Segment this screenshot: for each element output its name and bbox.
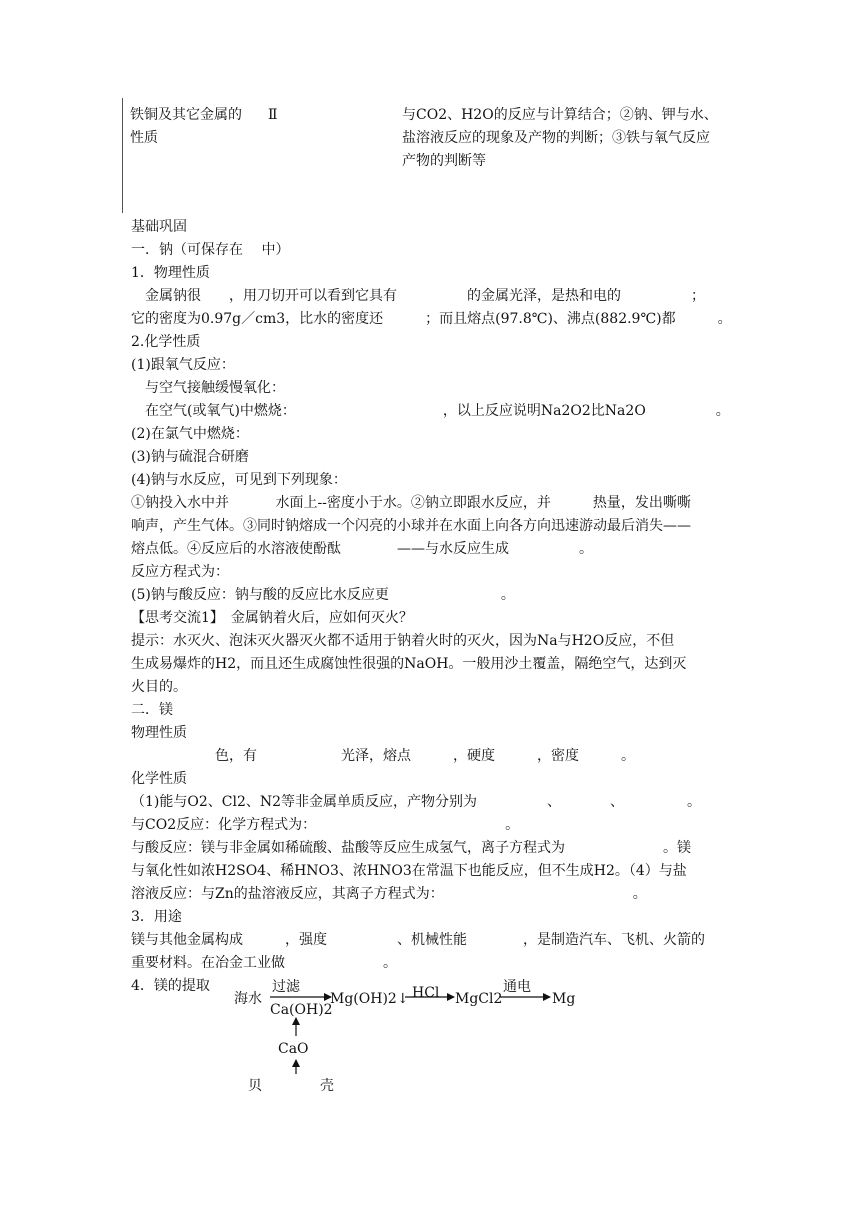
text-line: (3)钠与硫混合研磨 <box>131 449 249 465</box>
text-line: 4．镁的提取 <box>131 978 210 994</box>
diagram-cao: CaO <box>278 1041 309 1057</box>
diagram-mgcl2: MgCl2 <box>455 991 503 1007</box>
text-line: (1)跟氧气反应： <box>131 357 235 373</box>
text-line: 提示：水灭火、泡沫灭火器灭火都不适用于钠着火时的灭火，因为Na与H2O反应，不但 <box>131 633 675 649</box>
text-line: 3．用途 <box>131 909 182 925</box>
diagram-caoh2: Ca(OH)2 <box>270 1002 333 1018</box>
text-line: (5)钠与酸反应：钠与酸的反应比水反应更 。 <box>131 587 515 603</box>
text-line: 化学性质 <box>131 771 187 787</box>
text-line: 与空气接触缓慢氧化： <box>131 380 285 396</box>
text-line: 与CO2反应：化学方程式为： 。 <box>131 817 520 833</box>
text-line: 物理性质 <box>131 725 187 741</box>
text-line: 二．镁 <box>131 702 173 718</box>
text-line: 【思考交流1】 金属钠着火后，应如何灭火？ <box>131 610 413 626</box>
text-line: 反应方程式为： <box>131 564 229 580</box>
text-line: 生成易爆炸的H2，而且还生成腐蚀性很强的NaOH。一般用沙土覆盖，隔绝空气，达到灭 <box>131 656 687 672</box>
text-line: (2)在氯气中燃烧： <box>131 426 249 442</box>
diagram-mg: Mg <box>552 991 576 1007</box>
table-cell-topic-line1: 铁铜及其它金属的 <box>130 107 242 123</box>
table-cell-note-line1: 与CO2、H2O的反应与计算结合；②钠、钾与水、 <box>402 107 718 123</box>
table-cell-level: Ⅱ <box>268 107 278 123</box>
diagram-filter-label: 过滤 <box>272 979 300 995</box>
diagram-shell-1: 贝 <box>248 1078 262 1094</box>
text-line: 1．物理性质 <box>131 265 210 281</box>
text-line: 溶液反应：与Zn的盐溶液反应，其离子方程式为： 。 <box>131 886 647 902</box>
table-cell-topic-line2: 性质 <box>130 130 158 146</box>
text-line: 基础巩固 <box>131 219 187 235</box>
text-line: 色，有 光泽，熔点 ，硬度 ，密度 。 <box>131 748 635 764</box>
text-line: 与氧化性如浓H2SO4、稀HNO3、浓HNO3在常温下也能反应，但不生成H2。（4）与盐 <box>131 863 687 879</box>
text-line: 重要材料。在冶金工业做 。 <box>131 955 397 971</box>
text-line: 与酸反应：镁与非金属如稀硫酸、盐酸等反应生成氢气，离子方程式为 。镁 <box>131 840 691 856</box>
text-line: 熔点低。④反应后的水溶液使酚酞 ——与水反应生成 。 <box>131 541 593 557</box>
text-line: 在空气(或氧气)中燃烧： ，以上反应说明Na2O2比Na2O 。 <box>131 403 730 419</box>
table-cell-note-line2: 盐溶液反应的现象及产物的判断；③铁与氧气反应 <box>402 130 710 146</box>
diagram-mgoh2: Mg(OH)2↓ <box>330 991 409 1007</box>
text-line: 金属钠很 ，用刀切开可以看到它具有 的金属光泽，是热和电的 ； <box>131 288 705 304</box>
text-line: （1)能与O2、Cl2、N2等非金属单质反应，产物分别为 、 、 。 <box>131 794 702 810</box>
text-line: 它的密度为0.97g／cm3，比水的密度还 ；而且熔点(97.8℃)、沸点(882.9℃)都 。 <box>131 311 732 327</box>
text-line: 2.化学性质 <box>131 334 201 350</box>
text-line: 响声，产生气体。③同时钠熔成一个闪亮的小球并在水面上向各方向迅速游动最后消失—— <box>131 518 691 534</box>
text-line: 一．钠（可保存在 中） <box>131 242 290 258</box>
text-line: 镁与其他金属构成 ，强度 、机械性能 ，是制造汽车、飞机、火箭的 <box>131 932 705 948</box>
diagram-electrolysis-label: 通电 <box>503 979 531 995</box>
diagram-seawater: 海水 <box>234 991 262 1007</box>
text-line: 火目的。 <box>131 679 187 695</box>
text-line: ①钠投入水中并 水面上--密度小于水。②钠立即跟水反应，并 热量，发出嘶嘶 <box>131 495 691 511</box>
diagram-shell-2: 壳 <box>320 1078 334 1094</box>
table-cell-note-line3: 产物的判断等 <box>402 153 486 169</box>
diagram-hcl-label: HCl <box>412 985 440 1001</box>
text-line: (4)钠与水反应，可见到下列现象： <box>131 472 347 488</box>
